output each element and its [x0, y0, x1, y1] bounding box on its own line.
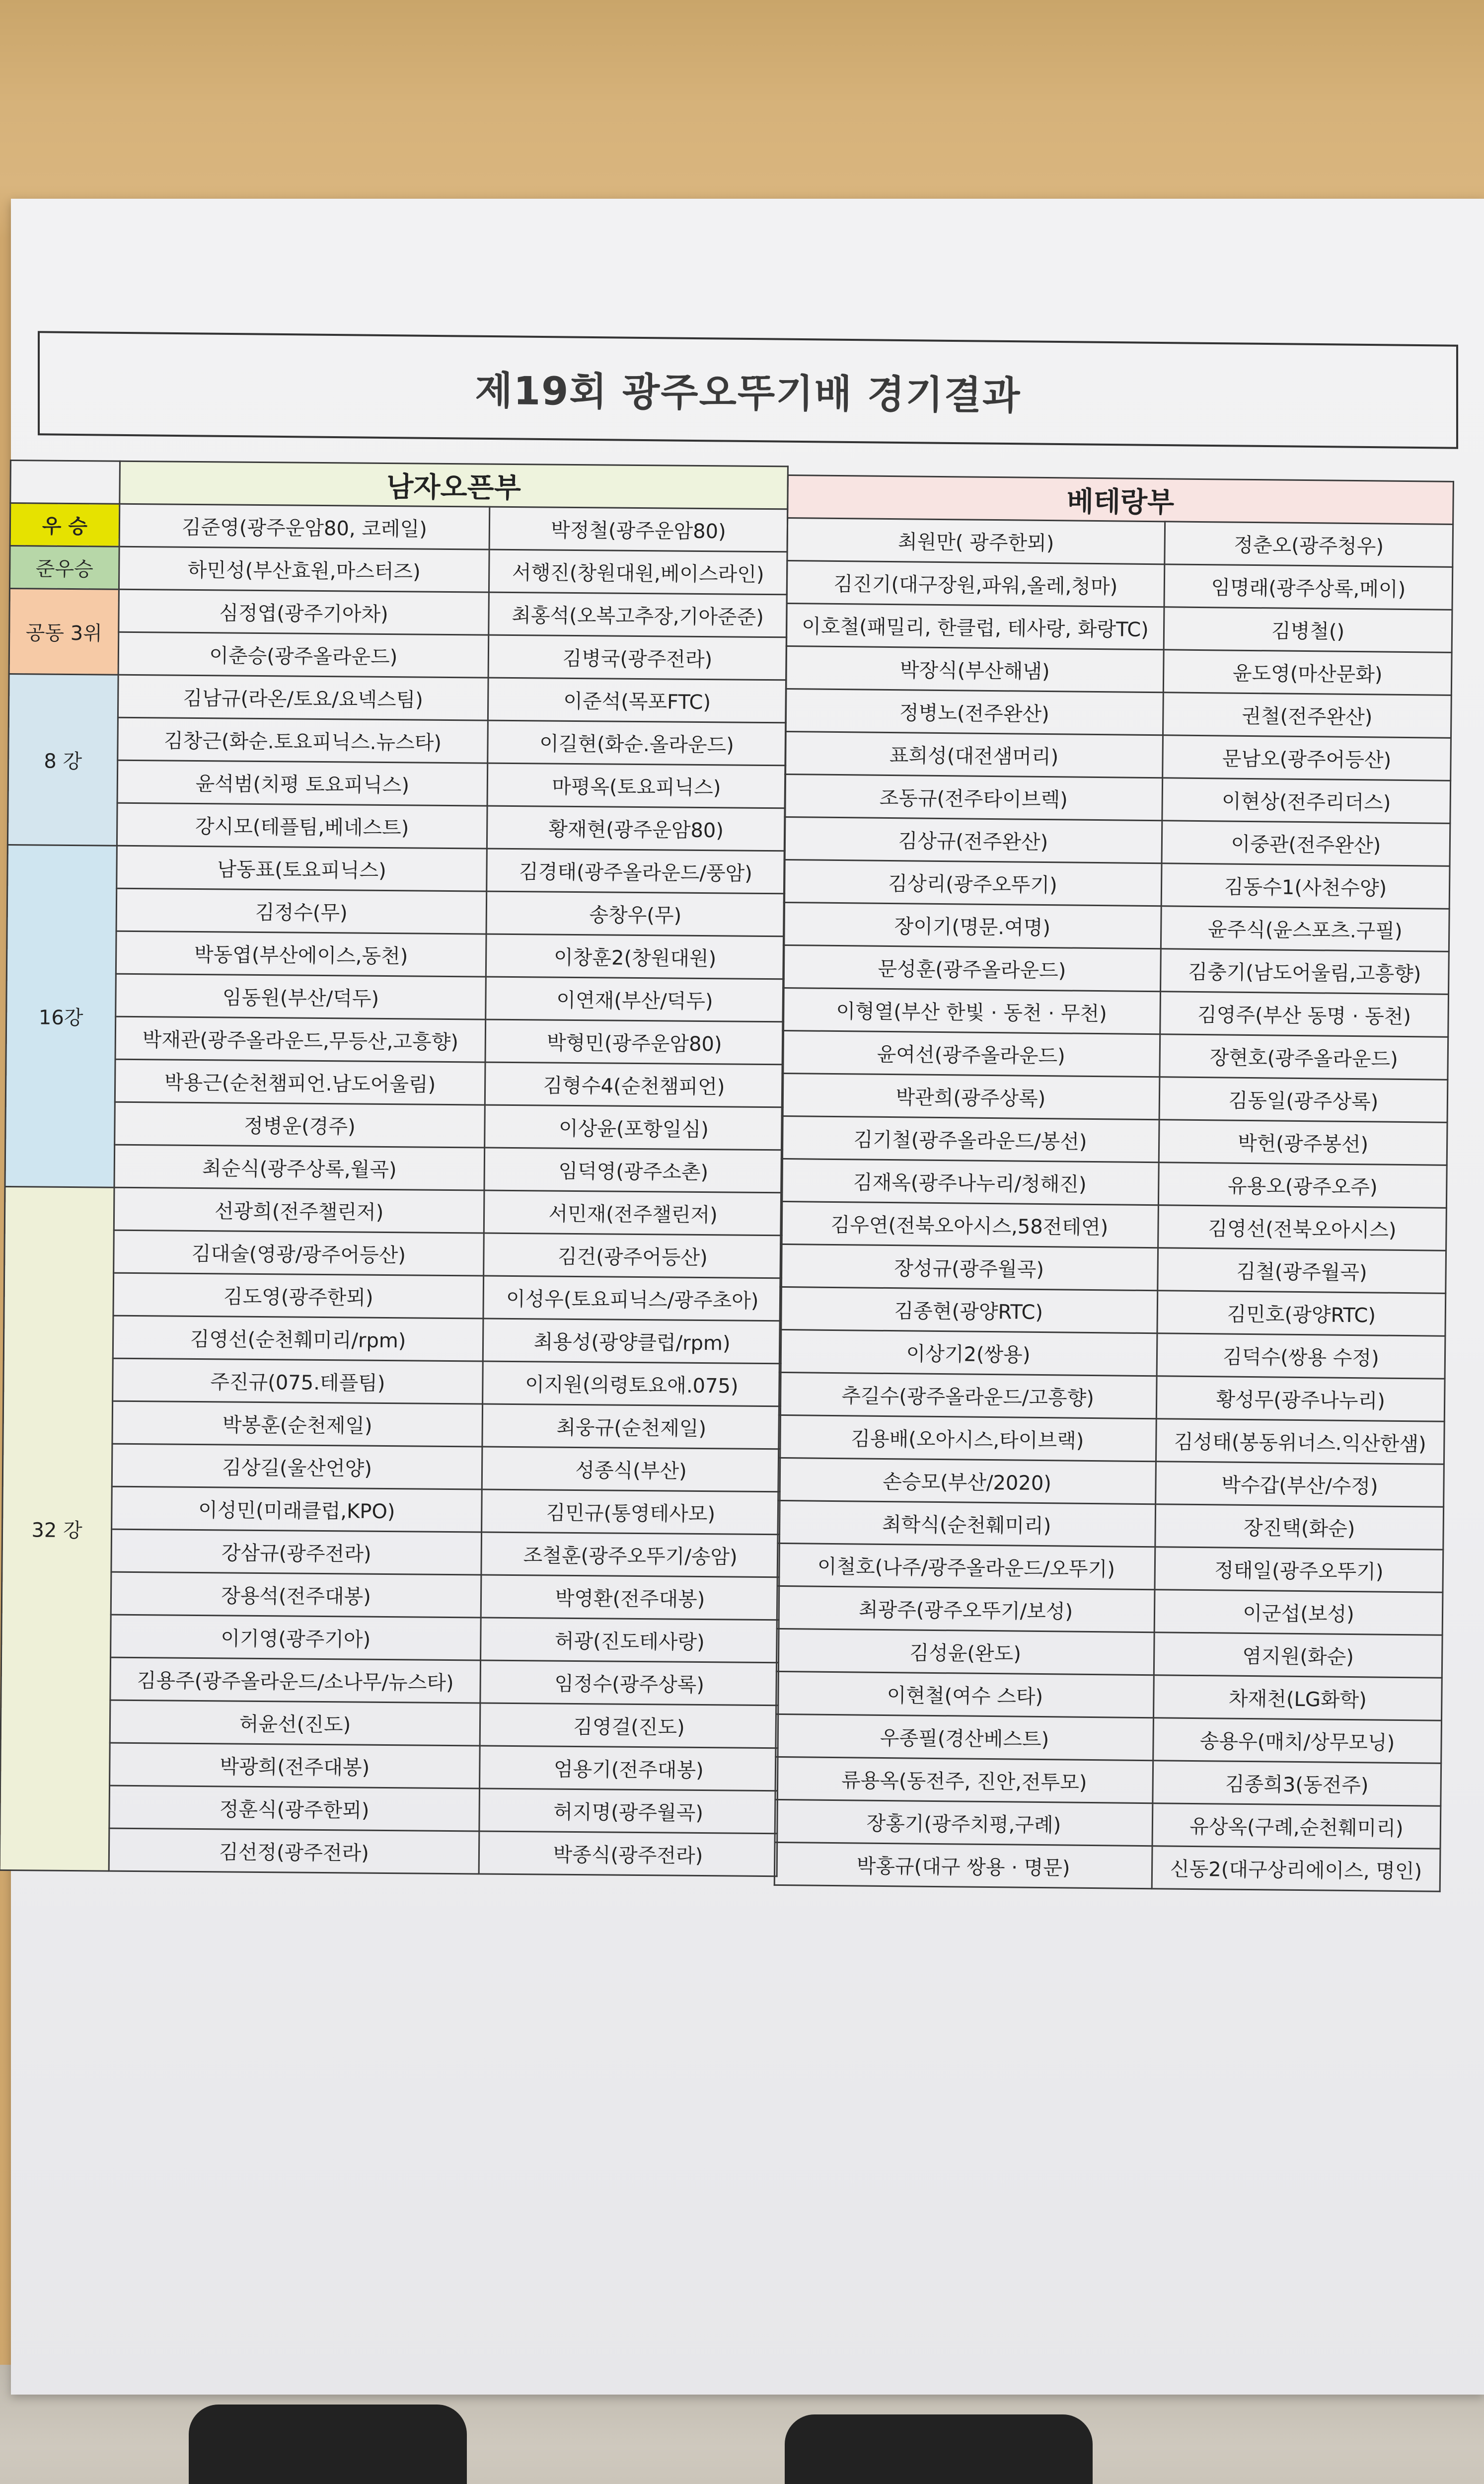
table-row: [782, 1030, 1448, 1080]
player-cell: 김정수(무): [116, 888, 487, 934]
player-cell: 성종식(부산): [482, 1447, 780, 1492]
player-cell: 박봉훈(순천제일): [112, 1401, 483, 1447]
player-cell: 이연재(부산/덕두): [486, 977, 784, 1022]
round-label: 16강: [5, 845, 117, 1187]
player-cell: 김도영(광주한뫼): [113, 1273, 484, 1319]
player-cell: 이기영(광주기아): [111, 1615, 481, 1660]
player-cell: 김경태(광주올라운드/풍암): [487, 849, 785, 894]
veteran-header-row: [788, 475, 1454, 525]
table-row: [777, 1543, 1443, 1592]
player-cell: 김영주(부산 동명 · 동천): [1160, 992, 1449, 1037]
player-cell: 이성우(토요피닉스/광주초아): [483, 1276, 782, 1321]
player-cell: 김성태(봉동위너스.익산한샘): [1156, 1419, 1444, 1465]
table-row: [783, 988, 1449, 1037]
player-cell: 최홍석(오복고추장,기아준준): [489, 592, 787, 637]
player-cell: 문성훈(광주올라운드): [783, 945, 1161, 991]
player-cell: 강삼규(광주전라): [111, 1529, 482, 1575]
player-cell: 박헌(광주봉선): [1159, 1120, 1447, 1165]
player-cell: 신동2(대구상리에이스, 명인): [1152, 1846, 1440, 1892]
player-cell: 이철호(나주/광주올라운드/오뚜기): [777, 1543, 1155, 1589]
table-row: [7, 802, 785, 851]
table-row: [6, 930, 784, 979]
player-cell: 김병국(광주전라): [488, 635, 787, 680]
player-cell: 최웅규(순천제일): [482, 1404, 781, 1449]
table-row: [4, 1186, 782, 1235]
table-row: [10, 503, 788, 552]
player-cell: 윤주식(윤스포츠.구필): [1161, 906, 1449, 952]
table-row: [780, 1287, 1446, 1336]
player-cell: 심정엽(광주기아차): [119, 589, 489, 635]
player-cell: 김용주(광주올라운드/소나무/뉴스타): [110, 1657, 481, 1703]
table-row: [784, 817, 1450, 866]
player-cell: 서행진(창원대원,베이스라인): [489, 549, 787, 595]
player-cell: 남동표(토요피닉스): [117, 846, 487, 891]
player-cell: 박홍규(대구 쌍용 · 명문): [774, 1842, 1152, 1888]
player-cell: 최광주(광주오뚜기/보성): [777, 1586, 1155, 1632]
player-cell: 김영걸(진도): [480, 1703, 778, 1748]
player-cell: 김동수1(사천수양): [1161, 863, 1450, 909]
table-row: [783, 945, 1449, 994]
player-cell: 박영환(전주대봉): [481, 1575, 779, 1620]
player-cell: 김영선(순천훼미리/rpm): [113, 1316, 483, 1361]
table-row: [780, 1244, 1446, 1293]
player-cell: 이형열(부산 한빛 · 동천 · 무천): [783, 988, 1161, 1034]
player-cell: 김재옥(광주나누리/청해진): [781, 1159, 1159, 1205]
player-cell: 박종식(광주전라): [479, 1831, 777, 1876]
round-label: 준우승: [9, 546, 119, 590]
player-cell: 김상규(전주완산): [784, 817, 1162, 863]
player-cell: 박장식(부산해냄): [786, 646, 1164, 692]
player-cell: 권철(전주완산): [1163, 693, 1451, 738]
player-cell: 이준석(목포FTC): [488, 678, 786, 723]
table-row: [776, 1671, 1442, 1720]
player-cell: 장현호(광주올라운드): [1160, 1034, 1448, 1080]
table-row: [781, 1201, 1447, 1250]
player-cell: 이길현(화순.올라운드): [488, 720, 786, 766]
player-cell: 장용석(전주대봉): [111, 1572, 481, 1618]
table-row: [778, 1458, 1444, 1507]
men-open-table: [0, 460, 789, 1877]
player-cell: 김형수4(순천챔피언): [485, 1062, 783, 1107]
table-row: [8, 674, 786, 722]
round-label: 32 강: [0, 1186, 114, 1871]
shoe-right: [785, 2414, 1093, 2484]
player-cell: 김상리(광주오뚜기): [784, 859, 1162, 906]
player-cell: 이상기2(쌍용): [779, 1329, 1157, 1376]
table-row: [781, 1159, 1447, 1208]
player-cell: 윤도영(마산문화): [1163, 650, 1452, 696]
table-row: [0, 1699, 778, 1748]
player-cell: 유용오(광주오주): [1158, 1163, 1447, 1208]
player-cell: 정병노(전주완산): [786, 689, 1164, 735]
player-cell: 박광희(전주대봉): [110, 1743, 480, 1788]
table-row: [9, 589, 787, 637]
player-cell: 주진규(075.테플팀): [113, 1358, 483, 1404]
table-row: [781, 1116, 1447, 1165]
player-cell: 박관희(광주상록): [782, 1073, 1160, 1119]
player-cell: 장홍기(광주치평,구례): [775, 1799, 1153, 1846]
table-row: [779, 1329, 1445, 1379]
table-row: [1, 1571, 779, 1620]
player-cell: 김우연(전북오아시스,58전테연): [781, 1201, 1159, 1247]
player-cell: 선광희(전주챌린저): [114, 1187, 484, 1233]
player-cell: 허윤선(진도): [110, 1700, 480, 1746]
player-cell: 조동규(전주타이브렉): [785, 774, 1163, 820]
page-title: 제19회 광주오뚜기배 경기결과: [475, 368, 1021, 419]
player-cell: 김기철(광주올라운드/봉선): [781, 1116, 1159, 1162]
table-row: [9, 631, 787, 680]
header-blank-cell: [10, 461, 120, 504]
table-row: [0, 1785, 778, 1833]
player-cell: 이창훈2(창원대원): [486, 934, 784, 979]
table-row: [778, 1415, 1444, 1464]
player-cell: 김상길(울산언양): [112, 1444, 482, 1489]
table-row: [775, 1757, 1441, 1806]
veteran-division-header: 베테랑부: [788, 475, 1454, 525]
player-cell: 박동엽(부산에이스,동천): [116, 931, 486, 977]
player-cell: 조철훈(광주오뚜기/송암): [481, 1532, 780, 1577]
table-row: [787, 518, 1453, 567]
shoe-left: [189, 2405, 467, 2484]
player-cell: 김충기(남도어울림,고흥향): [1161, 949, 1449, 995]
player-cell: 허지명(광주월곡): [479, 1788, 778, 1834]
player-cell: 김진기(대구장원,파워,올레,청마): [787, 561, 1165, 607]
player-cell: 박용근(순천챔피언.남도어울림): [115, 1059, 485, 1105]
player-cell: 김동일(광주상록): [1159, 1077, 1448, 1123]
player-cell: 박형민(광주운암80): [485, 1019, 784, 1065]
table-row: [6, 1015, 784, 1064]
table-row: [777, 1586, 1443, 1635]
player-cell: 임덕영(광주소촌): [484, 1148, 783, 1193]
round-label: 8 강: [7, 674, 118, 846]
player-cell: 윤여선(광주올라운드): [782, 1030, 1160, 1077]
player-cell: 최학식(순천훼미리): [778, 1500, 1156, 1547]
table-row: [775, 1799, 1441, 1849]
table-row: [779, 1372, 1445, 1421]
player-cell: 장이기(명문.여명): [783, 902, 1161, 948]
player-cell: 박재관(광주올라운드,무등산,고흥향): [115, 1016, 486, 1062]
player-cell: 김건(광주어등산): [484, 1233, 782, 1278]
player-cell: 정훈식(광주한뫼): [109, 1785, 480, 1831]
veteran-table: [774, 474, 1454, 1892]
player-cell: 차재천(LG화학): [1154, 1675, 1442, 1721]
table-row: [776, 1629, 1442, 1678]
player-cell: 김덕수(쌍용 수정): [1157, 1333, 1445, 1379]
player-cell: 박정철(광주운암80): [489, 507, 788, 552]
table-row: [5, 1101, 783, 1150]
table-row: [1, 1614, 779, 1662]
player-cell: 김용배(오아시스,타이브랙): [778, 1415, 1156, 1461]
table-row: [3, 1315, 781, 1363]
player-cell: 강시모(테플팀,베네스트): [117, 803, 487, 849]
men-division-header: 남자오픈부: [120, 461, 788, 509]
table-row: [4, 1272, 782, 1320]
table-row: [786, 646, 1452, 695]
table-row: [5, 1144, 783, 1192]
player-cell: 손승모(부산/2020): [778, 1458, 1156, 1504]
player-cell: 류용옥(동전주, 진안,전투모): [775, 1757, 1153, 1803]
player-cell: 서민재(전주챌린저): [484, 1190, 782, 1236]
player-cell: 임동원(부산/덕두): [116, 974, 486, 1019]
table-row: [7, 845, 785, 893]
player-cell: 정태일(광주오뚜기): [1155, 1547, 1443, 1593]
player-cell: 이성민(미래클럽,KPO): [112, 1486, 482, 1532]
table-row: [778, 1500, 1444, 1550]
player-cell: 최용성(광양클럽/rpm): [483, 1319, 781, 1364]
player-cell: 하민성(부산효원,마스터즈): [119, 546, 489, 592]
player-cell: 장진택(화순): [1155, 1504, 1444, 1550]
player-cell: 황재현(광주운암80): [487, 806, 785, 851]
player-cell: 추길수(광주올라운드/고흥향): [779, 1372, 1157, 1418]
player-cell: 이춘승(광주올라운드): [118, 632, 489, 678]
player-cell: 김철(광주월곡): [1158, 1248, 1446, 1294]
player-cell: 염지원(화순): [1154, 1632, 1442, 1678]
player-cell: 윤석범(치평 토요피닉스): [117, 760, 488, 806]
player-cell: 이중관(전주완산): [1162, 821, 1450, 866]
table-row: [0, 1827, 777, 1876]
player-cell: 김창근(화순.토요피닉스.뉴스타): [118, 717, 488, 763]
table-row: [9, 546, 787, 595]
table-row: [785, 731, 1451, 780]
player-cell: 임정수(광주상록): [480, 1660, 779, 1706]
table-row: [8, 716, 786, 765]
table-row: [2, 1528, 780, 1577]
table-row: [776, 1714, 1442, 1763]
table-row: [6, 973, 784, 1021]
table-row: [783, 902, 1449, 951]
player-cell: 황성무(광주나누리): [1156, 1376, 1445, 1422]
table-row: [3, 1357, 781, 1406]
player-cell: 송용우(매치/상무모닝): [1153, 1718, 1442, 1764]
player-cell: 최순식(광주상록,월곡): [114, 1145, 485, 1190]
player-cell: 임명래(광주상록,메이): [1164, 564, 1453, 610]
player-cell: 김병철(): [1164, 607, 1452, 653]
player-cell: 유상옥(구례,순천훼미리): [1152, 1803, 1441, 1849]
player-cell: 정병운(경주): [115, 1102, 485, 1148]
table-row: [0, 1742, 778, 1790]
player-cell: 김종현(광양RTC): [780, 1287, 1158, 1333]
player-cell: 우종필(경산베스트): [776, 1714, 1154, 1760]
table-row: [786, 604, 1452, 653]
men-header-row: [10, 461, 788, 509]
player-cell: 김종희3(동전주): [1153, 1761, 1441, 1806]
table-row: [787, 561, 1453, 610]
table-row: [2, 1443, 780, 1491]
player-cell: 표희성(대전샘머리): [785, 731, 1163, 777]
table-row: [1, 1656, 779, 1705]
player-cell: 이호철(패밀리, 한클럽, 테사랑, 화랑TC): [786, 604, 1164, 650]
round-label: 공동 3위: [9, 589, 119, 675]
player-cell: 김선정(광주전라): [109, 1828, 479, 1874]
player-cell: 김성윤(완도): [776, 1629, 1154, 1675]
player-cell: 김영선(전북오아시스): [1158, 1205, 1447, 1251]
round-label: 우 승: [10, 503, 120, 547]
player-cell: 송창우(무): [486, 891, 785, 936]
player-cell: 최원만( 광주한뫼): [787, 518, 1165, 564]
player-cell: 장성규(광주월곡): [780, 1244, 1158, 1290]
table-row: [784, 859, 1450, 909]
player-cell: 문남오(광주어등산): [1163, 735, 1451, 781]
table-row: [785, 774, 1451, 823]
table-row: [2, 1485, 780, 1534]
player-cell: 이현철(여수 스타): [776, 1671, 1154, 1717]
player-cell: 이상윤(포항일심): [485, 1105, 783, 1150]
title-box: [38, 331, 1458, 449]
player-cell: 김준영(광주운암80, 코레일): [119, 504, 490, 549]
player-cell: 김민호(광양RTC): [1157, 1291, 1446, 1336]
player-cell: 박수갑(부산/수정): [1156, 1462, 1444, 1507]
player-cell: 김대술(영광/광주어등산): [114, 1230, 484, 1276]
table-row: [7, 887, 785, 936]
table-row: [4, 1229, 782, 1278]
table-row: [782, 1073, 1448, 1122]
player-cell: 정춘오(광주청우): [1165, 522, 1453, 567]
table-row: [3, 1400, 781, 1449]
player-cell: 이군섭(보성): [1154, 1590, 1443, 1635]
player-cell: 엄용기(전주대봉): [480, 1746, 778, 1791]
player-cell: 김민규(통영테사모): [482, 1489, 780, 1535]
table-row: [8, 759, 786, 808]
table-row: [774, 1842, 1440, 1891]
player-cell: 허광(진도테사랑): [481, 1618, 779, 1663]
table-row: [786, 689, 1452, 738]
player-cell: 김남규(라온/토요/요넥스팀): [118, 675, 488, 720]
player-cell: 이지원(의령토요애.075): [483, 1361, 781, 1406]
player-cell: 마평옥(토요피닉스): [487, 763, 786, 808]
table-row: [5, 1058, 783, 1107]
player-cell: 이현상(전주리더스): [1162, 778, 1451, 824]
